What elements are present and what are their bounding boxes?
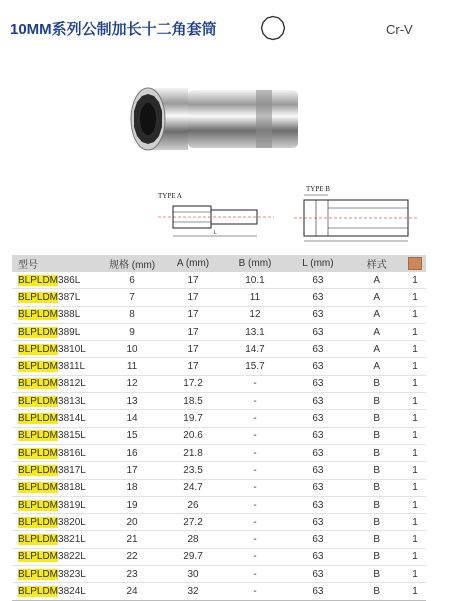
style-cell: B xyxy=(349,427,404,444)
model-cell xyxy=(12,289,102,306)
model-prefix-highlight: BLPLDM xyxy=(18,378,59,390)
table-row xyxy=(12,410,426,427)
model-cell xyxy=(12,566,102,583)
model-cell xyxy=(12,548,102,565)
model-suffix: 3820L xyxy=(58,516,86,528)
style-cell: B xyxy=(349,444,404,461)
l-cell: 63 xyxy=(286,427,349,444)
l-cell: 63 xyxy=(286,323,349,340)
package-qty-cell: 1 xyxy=(404,548,426,565)
size-cell: 15 xyxy=(102,427,163,444)
model-prefix-highlight: BLPLDM xyxy=(18,343,59,355)
style-cell: B xyxy=(349,566,404,583)
b-cell: - xyxy=(224,496,287,513)
size-cell: 12 xyxy=(102,375,163,392)
l-cell: 63 xyxy=(286,566,349,583)
model-suffix: 389L xyxy=(58,326,81,338)
style-cell: B xyxy=(349,496,404,513)
model-prefix-highlight: BLPLDM xyxy=(18,568,59,580)
b-cell: - xyxy=(224,514,287,531)
table-row xyxy=(12,583,426,600)
model-suffix: 3823L xyxy=(58,568,86,580)
model-suffix: 3818L xyxy=(58,482,86,494)
a-cell: 23.5 xyxy=(163,462,224,479)
model-suffix: 387L xyxy=(58,291,81,303)
table-header-row xyxy=(12,255,426,272)
size-cell: 19 xyxy=(102,496,163,513)
table-row xyxy=(12,306,426,323)
model-prefix-highlight: BLPLDM xyxy=(18,551,59,563)
b-cell: 12 xyxy=(224,306,287,323)
size-cell: 9 xyxy=(102,323,163,340)
table-row xyxy=(12,514,426,531)
package-qty-cell: 1 xyxy=(404,496,426,513)
model-prefix-highlight: BLPLDM xyxy=(18,482,59,494)
model-suffix: 3821L xyxy=(58,534,86,546)
model-cell xyxy=(12,479,102,496)
b-cell: - xyxy=(224,462,287,479)
size-cell: 24 xyxy=(102,583,163,600)
package-qty-cell: 1 xyxy=(404,393,426,410)
l-cell: 63 xyxy=(286,393,349,410)
dim-l-a: L xyxy=(214,230,217,236)
size-cell: 22 xyxy=(102,548,163,565)
table-row xyxy=(12,289,426,306)
l-cell: 63 xyxy=(286,410,349,427)
table-row xyxy=(12,393,426,410)
model-cell xyxy=(12,272,102,289)
size-cell: 18 xyxy=(102,479,163,496)
table-row xyxy=(12,272,426,289)
package-qty-cell: 1 xyxy=(404,566,426,583)
col-header-b: B (mm) xyxy=(238,258,272,269)
a-cell: 17 xyxy=(163,272,224,289)
page-title: 10MM系列公制加长十二角套筒 xyxy=(10,21,217,38)
model-suffix: 3810L xyxy=(58,343,86,355)
package-qty-cell: 1 xyxy=(404,427,426,444)
twelve-point-icon xyxy=(260,15,286,41)
model-cell xyxy=(12,583,102,600)
style-cell: A xyxy=(349,358,404,375)
type-b-label: TYPE B xyxy=(306,185,330,193)
style-cell: A xyxy=(349,272,404,289)
col-header-size: 规格 (mm) xyxy=(109,260,156,271)
size-cell: 13 xyxy=(102,393,163,410)
package-qty-cell: 1 xyxy=(404,358,426,375)
style-cell: B xyxy=(349,531,404,548)
a-cell: 17 xyxy=(163,323,224,340)
a-cell: 29.7 xyxy=(163,548,224,565)
table-row xyxy=(12,427,426,444)
a-cell: 28 xyxy=(163,531,224,548)
b-cell: - xyxy=(224,548,287,565)
model-prefix-highlight: BLPLDM xyxy=(18,291,59,303)
l-cell: 63 xyxy=(286,341,349,358)
model-suffix: 3813L xyxy=(58,395,86,407)
style-cell: B xyxy=(349,410,404,427)
size-cell: 6 xyxy=(102,272,163,289)
style-cell: B xyxy=(349,548,404,565)
model-suffix: 3817L xyxy=(58,464,86,476)
socket-photo xyxy=(118,78,318,158)
model-suffix: 3816L xyxy=(58,447,86,459)
style-cell: B xyxy=(349,479,404,496)
l-cell: 63 xyxy=(286,306,349,323)
type-b-diagram xyxy=(294,182,419,244)
col-header-l: L (mm) xyxy=(302,258,334,269)
model-prefix-highlight: BLPLDM xyxy=(18,447,59,459)
b-cell: - xyxy=(224,444,287,461)
model-cell xyxy=(12,427,102,444)
model-prefix-highlight: BLPLDM xyxy=(18,309,59,321)
package-qty-cell: 1 xyxy=(404,514,426,531)
a-cell: 26 xyxy=(163,496,224,513)
col-header-a: A (mm) xyxy=(176,258,210,269)
l-cell: 63 xyxy=(286,531,349,548)
col-header-style: 样式 xyxy=(366,260,387,271)
b-cell: 13.1 xyxy=(224,323,287,340)
table-row xyxy=(12,548,426,565)
a-cell: 18.5 xyxy=(163,393,224,410)
b-cell: - xyxy=(224,393,287,410)
b-cell: - xyxy=(224,375,287,392)
package-qty-cell: 1 xyxy=(404,306,426,323)
table-row xyxy=(12,479,426,496)
a-cell: 32 xyxy=(163,583,224,600)
size-cell: 8 xyxy=(102,306,163,323)
style-cell: B xyxy=(349,393,404,410)
model-suffix: 3822L xyxy=(58,551,86,563)
material-label: Cr-V xyxy=(386,22,413,37)
b-cell: 10.1 xyxy=(224,272,287,289)
l-cell: 63 xyxy=(286,289,349,306)
model-cell xyxy=(12,444,102,461)
model-suffix: 3824L xyxy=(58,585,86,597)
model-cell xyxy=(12,514,102,531)
model-cell xyxy=(12,323,102,340)
model-suffix: 3819L xyxy=(58,499,86,511)
style-cell: B xyxy=(349,462,404,479)
l-cell: 63 xyxy=(286,462,349,479)
table-row xyxy=(12,496,426,513)
table-row xyxy=(12,531,426,548)
box-icon xyxy=(408,257,422,270)
package-qty-cell: 1 xyxy=(404,272,426,289)
model-prefix-highlight: BLPLDM xyxy=(18,413,59,425)
b-cell: 15.7 xyxy=(224,358,287,375)
model-suffix: 3811L xyxy=(58,361,86,373)
size-cell: 16 xyxy=(102,444,163,461)
model-cell xyxy=(12,306,102,323)
col-header-model: 型号 xyxy=(18,260,38,271)
model-prefix-highlight: BLPLDM xyxy=(18,326,59,338)
table-row xyxy=(12,444,426,461)
style-cell: B xyxy=(349,514,404,531)
style-cell: B xyxy=(349,583,404,600)
package-qty-cell: 1 xyxy=(404,462,426,479)
l-cell: 63 xyxy=(286,272,349,289)
b-cell: - xyxy=(224,479,287,496)
b-cell: - xyxy=(224,427,287,444)
a-cell: 17 xyxy=(163,358,224,375)
type-a-diagram xyxy=(156,188,281,243)
l-cell: 63 xyxy=(286,479,349,496)
b-cell: - xyxy=(224,410,287,427)
model-cell xyxy=(12,410,102,427)
l-cell: 63 xyxy=(286,548,349,565)
l-cell: 63 xyxy=(286,358,349,375)
l-cell: 63 xyxy=(286,514,349,531)
table-row xyxy=(12,462,426,479)
model-prefix-highlight: BLPLDM xyxy=(18,464,59,476)
size-cell: 14 xyxy=(102,410,163,427)
model-cell xyxy=(12,341,102,358)
model-cell xyxy=(12,462,102,479)
model-suffix: 3815L xyxy=(58,430,86,442)
size-cell: 17 xyxy=(102,462,163,479)
size-cell: 11 xyxy=(102,358,163,375)
table-row xyxy=(12,341,426,358)
model-prefix-highlight: BLPLDM xyxy=(18,585,59,597)
package-qty-cell: 1 xyxy=(404,289,426,306)
package-qty-cell: 1 xyxy=(404,375,426,392)
model-prefix-highlight: BLPLDM xyxy=(18,430,59,442)
model-suffix: 386L xyxy=(58,274,81,286)
col-header-package xyxy=(404,255,426,272)
l-cell: 63 xyxy=(286,375,349,392)
b-cell: - xyxy=(224,583,287,600)
model-suffix: 388L xyxy=(58,309,81,321)
model-cell xyxy=(12,375,102,392)
size-cell: 21 xyxy=(102,531,163,548)
a-cell: 17 xyxy=(163,341,224,358)
model-prefix-highlight: BLPLDM xyxy=(18,534,59,546)
a-cell: 24.7 xyxy=(163,479,224,496)
a-cell: 21.8 xyxy=(163,444,224,461)
table-row xyxy=(12,375,426,392)
model-prefix-highlight: BLPLDM xyxy=(18,395,59,407)
package-qty-cell: 1 xyxy=(404,410,426,427)
a-cell: 17 xyxy=(163,289,224,306)
a-cell: 20.6 xyxy=(163,427,224,444)
package-qty-cell: 1 xyxy=(404,323,426,340)
l-cell: 63 xyxy=(286,583,349,600)
package-qty-cell: 1 xyxy=(404,479,426,496)
style-cell: B xyxy=(349,375,404,392)
b-cell: 14.7 xyxy=(224,341,287,358)
model-cell xyxy=(12,496,102,513)
table-row xyxy=(12,566,426,583)
size-cell: 7 xyxy=(102,289,163,306)
model-prefix-highlight: BLPLDM xyxy=(18,499,59,511)
table-row xyxy=(12,358,426,375)
package-qty-cell: 1 xyxy=(404,444,426,461)
type-a-label: TYPE A xyxy=(158,192,182,200)
package-qty-cell: 1 xyxy=(404,531,426,548)
model-suffix: 3814L xyxy=(58,413,86,425)
l-cell: 63 xyxy=(286,496,349,513)
model-prefix-highlight: BLPLDM xyxy=(18,274,59,286)
model-suffix: 3812L xyxy=(58,378,86,390)
a-cell: 19.7 xyxy=(163,410,224,427)
package-qty-cell: 1 xyxy=(404,341,426,358)
style-cell: A xyxy=(349,323,404,340)
a-cell: 17 xyxy=(163,306,224,323)
style-cell: A xyxy=(349,306,404,323)
model-prefix-highlight: BLPLDM xyxy=(18,361,59,373)
style-cell: A xyxy=(349,341,404,358)
b-cell: 11 xyxy=(224,289,287,306)
model-cell xyxy=(12,393,102,410)
b-cell: - xyxy=(224,566,287,583)
table-row xyxy=(12,323,426,340)
spec-table xyxy=(12,255,426,601)
size-cell: 10 xyxy=(102,341,163,358)
model-cell xyxy=(12,358,102,375)
b-cell: - xyxy=(224,531,287,548)
style-cell: A xyxy=(349,289,404,306)
size-cell: 20 xyxy=(102,514,163,531)
model-cell xyxy=(12,531,102,548)
package-qty-cell: 1 xyxy=(404,583,426,600)
a-cell: 30 xyxy=(163,566,224,583)
a-cell: 27.2 xyxy=(163,514,224,531)
model-prefix-highlight: BLPLDM xyxy=(18,516,59,528)
size-cell: 23 xyxy=(102,566,163,583)
l-cell: 63 xyxy=(286,444,349,461)
a-cell: 17.2 xyxy=(163,375,224,392)
